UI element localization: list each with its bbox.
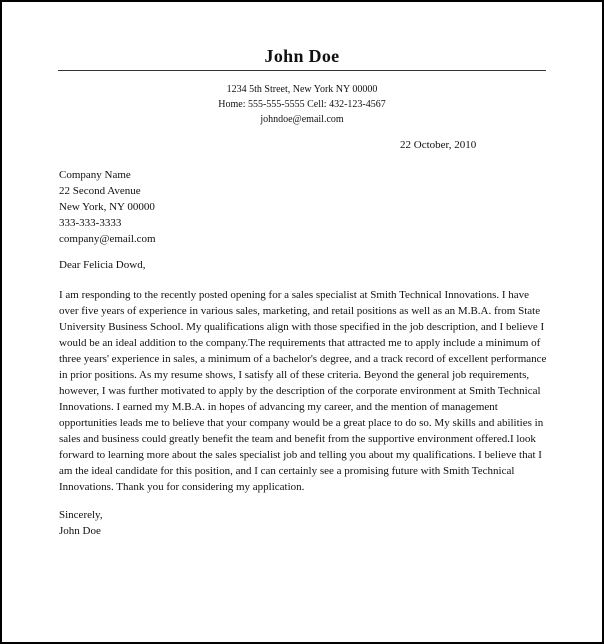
recipient-block <box>59 167 156 247</box>
sender-contact-block <box>2 82 602 127</box>
recipient-phone: 333-333-3333 <box>59 217 122 229</box>
letter-date: 22 October, 2010 <box>400 139 477 151</box>
recipient-street: 22 Second Avenue <box>59 185 141 197</box>
body-line: in prior positions. As my resume shows, I satisfy all of these criteria. Beyond the general job requirements, <box>59 369 530 381</box>
letter-body <box>59 287 559 495</box>
body-line: Innovations. I earned my M.B.A. in hopes of advancing my career, and the mention of management <box>59 401 498 413</box>
body-line: am the ideal candidate for this position, and I can certainly see a promising future with Smith Technical <box>59 465 515 477</box>
body-line: opportunities leads me to believe that your company would be a great place to do so. My skills and abilities in <box>59 417 544 429</box>
recipient-email: company@email.com <box>59 233 156 245</box>
body-line: three years' experience in sales, a minimum of a bachelor's degree, and a track record of excellent performance <box>59 353 547 365</box>
sender-name: John Doe <box>264 46 340 66</box>
header-divider <box>58 70 546 71</box>
signature: John Doe <box>59 525 101 537</box>
recipient-company: Company Name <box>59 169 131 181</box>
body-line: forward to learning more about the sales specialist job and telling you about my qualifications. I believe that I <box>59 449 542 461</box>
body-line: however, I was further motivated to apply by the description of the corporate environment at Smith Technical <box>59 385 541 397</box>
sender-phones: Home: 555-555-5555 Cell: 432-123-4567 <box>218 99 386 110</box>
salutation: Dear Felicia Dowd, <box>59 259 146 271</box>
body-line: would be an ideal addition to the company.The requirements that attracted me to apply include a minimum of <box>59 337 541 349</box>
body-line: over five years of experience in various sales, marketing, and retail positions as well as an M.B.A. from State <box>59 305 541 317</box>
body-line: Innovations. Thank you for considering my application. <box>59 481 305 493</box>
body-line: I am responding to the recently posted opening for a sales specialist at Smith Technical Innovations. I have <box>59 289 530 301</box>
recipient-city: New York, NY 00000 <box>59 201 155 213</box>
valediction: Sincerely, <box>59 509 103 521</box>
body-line: University Business School. My qualifications align with those specified in the job description, and I believe I <box>59 321 545 333</box>
sender-email: johndoe@email.com <box>260 114 344 125</box>
closing-block <box>59 507 103 539</box>
sender-address: 1234 5th Street, New York NY 00000 <box>226 84 378 95</box>
body-line: sales and business could greatly benefit the team and benefit from the supportive environment offered.I look <box>59 433 536 445</box>
